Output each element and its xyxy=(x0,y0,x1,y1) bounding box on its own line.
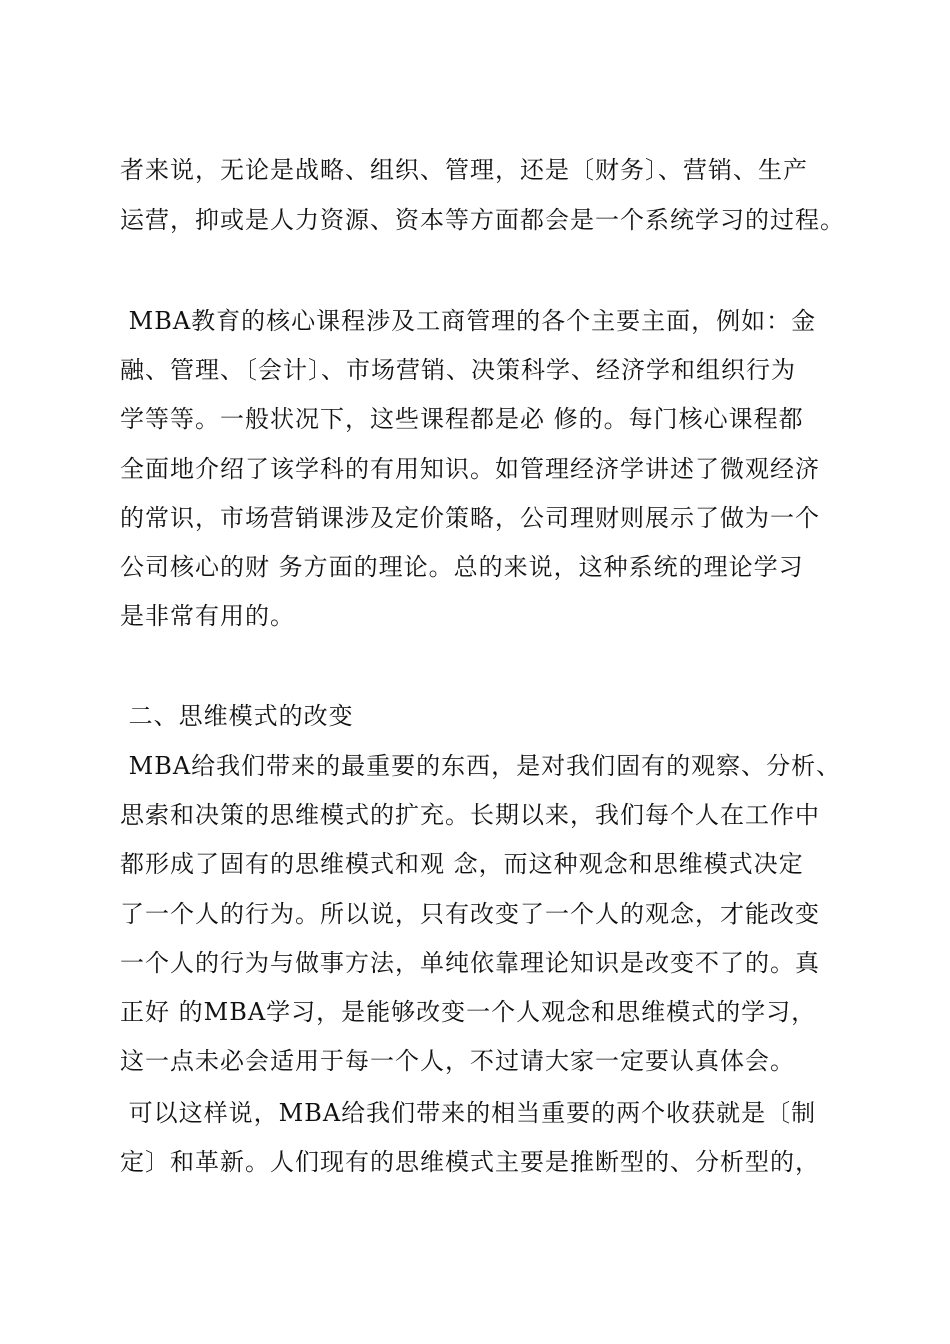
text-line: 的常识，市场营销课涉及定价策略，公司理财则展示了做为一个 xyxy=(120,504,820,532)
text-line: 定〕和革新。人们现有的思维模式主要是推断型的、分析型的， xyxy=(120,1148,820,1176)
text-line: 一个人的行为与做事方法，单纯依靠理论知识是改变不了的。真 xyxy=(120,949,820,977)
text-line: MBA教育的核心课程涉及工商管理的各个主要主面，例如：金 xyxy=(120,307,817,335)
text-line: 可以这样说，MBA给我们带来的相当重要的两个收获就是〔制 xyxy=(120,1099,817,1127)
text-line: 者来说，无论是战略、组织、管理，还是〔财务〕、营销、生产 xyxy=(120,156,808,184)
text-line: 运营，抑或是人力资源、资本等方面都会是一个系统学习的过程。 xyxy=(120,206,845,234)
text-line: 思索和决策的思维模式的扩充。长期以来，我们每个人在工作中 xyxy=(120,801,820,829)
text-line: 全面地介绍了该学科的有用知识。如管理经济学讲述了微观经济 xyxy=(120,455,820,483)
text-line: 融、管理、〔会计〕、市场营销、决策科学、经济学和组织行为 xyxy=(120,356,796,384)
text-line: 都形成了固有的思维模式和观 念，而这种观念和思维模式决定 xyxy=(120,850,804,878)
text-line: MBA给我们带来的最重要的东西，是对我们固有的观察、分析、 xyxy=(120,752,842,780)
text-line: 学等等。一般状况下，这些课程都是必 修的。每门核心课程都 xyxy=(120,405,804,433)
text-line: 正好 的MBA学习，是能够改变一个人观念和思维模式的学习， xyxy=(120,998,817,1026)
section-heading: 二、思维模式的改变 xyxy=(120,702,354,730)
text-line: 是非常有用的。 xyxy=(120,602,295,630)
text-line: 了一个人的行为。所以说，只有改变了一个人的观念，才能改变 xyxy=(120,900,820,928)
text-line: 这一点未必会适用于每一个人，不过请大家一定要认真体会。 xyxy=(120,1047,795,1075)
text-line: 公司核心的财 务方面的理论。总的来说，这种系统的理论学习 xyxy=(120,553,804,581)
